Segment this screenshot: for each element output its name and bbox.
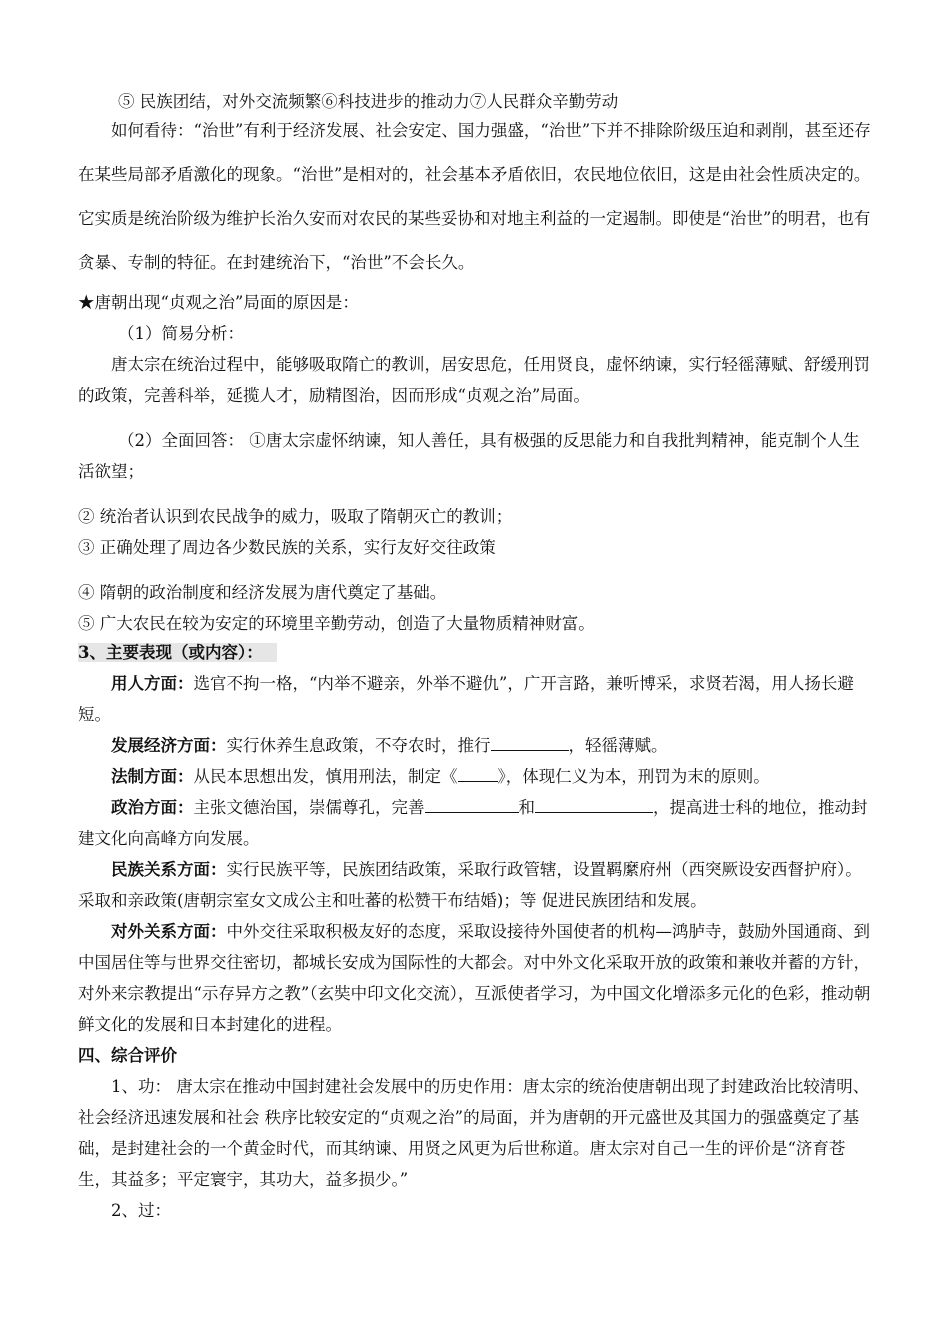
intro-paragraph: 如何看待：“治世”有利于经济发展、社会安定、国力强盛，“治世”下并不排除阶级压迫和剥削，甚至还存在某些局部矛盾激化的现象。“治世”是相对的，社会基本矛盾依旧，农民地位依旧，这是由社会性质决定的。它实质是统治阶级为维护长治久安而对农民的某些妥协和对地主利益的一定遏制。即使是“治世”的明君，也有贪暴、专制的特征。在封建统治下，“治世”不会长久。 bbox=[78, 121, 871, 272]
people-paragraph: 用人方面：选官不拘一格，“内举不避亲，外举不避仇”，广开言路，兼听博采，求贤若渴，用人扬长避短。 bbox=[78, 674, 854, 724]
simple-analysis-label: （1）简易分析： bbox=[118, 324, 244, 343]
ethnic-label: 民族关系方面： bbox=[111, 860, 227, 879]
reason-item-5: ⑤ 广大农民在较为安定的环境里辛勤劳动，创造了大量物质精神财富。 bbox=[78, 614, 595, 633]
section4-heading: 四、综合评价 bbox=[78, 1046, 177, 1065]
fault-paragraph: 2、过： bbox=[111, 1201, 171, 1220]
economy-blank[interactable] bbox=[491, 733, 569, 751]
politics-label: 政治方面： bbox=[111, 798, 194, 817]
people-label: 用人方面： bbox=[111, 674, 194, 693]
ethnic-paragraph: 民族关系方面：实行民族平等，民族团结政策，采取行政管辖，设置羁縻府州（西突厥设安西督护府）。采取和亲政策(唐朝宗室女文成公主和吐蕃的松赞干布结婚)；等 促进民族团结和发展。 bbox=[78, 860, 862, 910]
reason-item-4: ④ 隋朝的政治制度和经济发展为唐代奠定了基础。 bbox=[78, 583, 447, 602]
reason-item-3: ③ 正确处理了周边各少数民族的关系，实行友好交往政策 bbox=[78, 538, 496, 557]
economy-label: 发展经济方面： bbox=[111, 736, 227, 755]
section3-heading: 3、主要表现（或内容）： bbox=[78, 637, 873, 668]
law-paragraph: 法制方面：从民本思想出发，慎用刑法，制定《 》，体现仁义为本，刑罚为末的原则。 bbox=[78, 761, 873, 792]
law-blank[interactable] bbox=[458, 764, 498, 782]
full-answer-text: （2）全面回答： ①唐太宗虚怀纳谏，知人善任，具有极强的反思能力和自我批判精神，能克制个人生活欲望； bbox=[78, 431, 860, 481]
politics-blank-1[interactable] bbox=[425, 795, 519, 813]
reasons-heading: ★唐朝出现“贞观之治”局面的原因是： bbox=[78, 293, 359, 312]
document-page bbox=[78, 88, 873, 1226]
reason-item-2: ② 统治者认识到农民战争的威力，吸取了隋朝灭亡的教训； bbox=[78, 507, 513, 526]
politics-paragraph: 政治方面：主张文德治国，崇儒尊孔，完善 和 ，提高进士科的地位，推动封建文化向高峰方向发展。 bbox=[78, 792, 873, 854]
foreign-label: 对外关系方面： bbox=[111, 922, 227, 941]
simple-analysis-text: 唐太宗在统治过程中，能够吸取隋亡的教训，居安思危，任用贤良，虚怀纳谏，实行轻徭薄赋、舒缓刑罚的政策，完善科举，延揽人才，励精图治，因而形成“贞观之治”局面。 bbox=[78, 355, 870, 405]
foreign-paragraph: 对外关系方面：中外交往采取积极友好的态度，采取设接待外国使者的机构—鸿胪寺，鼓励外国通商、到中国居住等与世界交往密切，都城长安成为国际性的大都会。对中外文化采取开放的政策和兼收并蓄的方针，对外来宗教提出“示存异方之教”（玄奘中印文化交流），互派使者学习，为中国文化增添多元化的色彩，推动朝鲜文化的发展和日本封建化的进程。 bbox=[78, 922, 871, 1034]
merit-paragraph: 1、功： 唐太宗在推动中国封建社会发展中的历史作用：唐太宗的统治使唐朝出现了封建政治比较清明、社会经济迅速发展和社会 秩序比较安定的“贞观之治”的局面，并为唐朝的开元盛世及其国力的强盛奠定了基础，是封建社会的一个黄金时代，而其纳谏、用贤之风更为后世称道。唐太宗对自己一生的评价是“济育苍生，其益多；平定寰宇，其功大，益多损少。” bbox=[78, 1077, 870, 1189]
politics-blank-2[interactable] bbox=[535, 795, 653, 813]
economy-paragraph: 发展经济方面：实行休养生息政策，不夺农时，推行 ，轻徭薄赋。 bbox=[78, 730, 873, 761]
intro-line: ⑤ 民族团结，对外交流频繁⑥科技进步的推动力⑦人民群众辛勤劳动 bbox=[118, 92, 619, 111]
law-label: 法制方面： bbox=[111, 767, 194, 786]
